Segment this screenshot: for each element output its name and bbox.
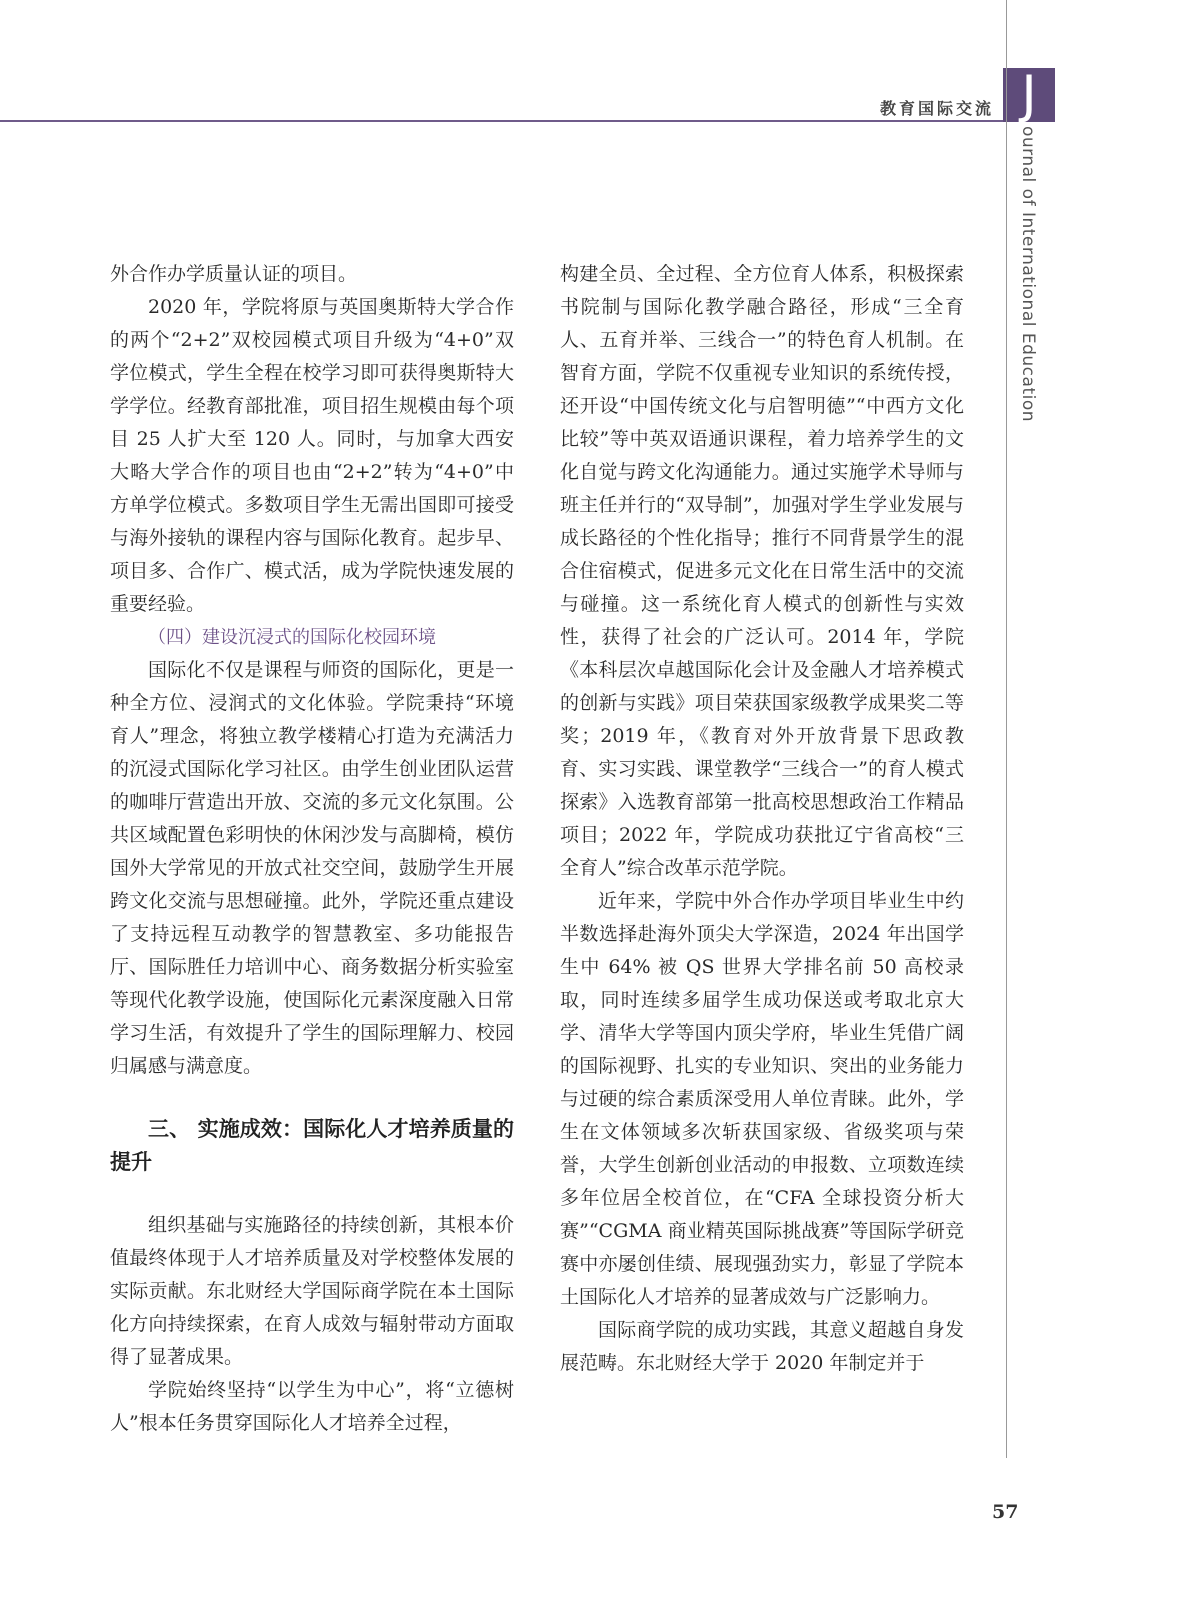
subsection-heading: （四）建设沉浸式的国际化校园环境 [148,627,436,648]
journal-logo: J [1003,68,1055,122]
paragraph: 国际商学院的成功实践，其意义超越自身发展范畴。东北财经大学于 2020 年制定并于 [560,1319,964,1374]
paragraph: 组织基础与实施路径的持续创新，其根本价值最终体现于人才培养质量及对学校整体发展的实际贡献。东北财经大学国际商学院在本土国际化方向持续探索，在育人成效与辐射带动方面取得了显著成果。 [110,1214,514,1368]
section-heading: 三、 实施成效：国际化人才培养质量的提升 [110,1117,514,1174]
paragraph: 构建全员、全过程、全方位育人体系，积极探索书院制与国际化教学融合路径，形成“三全育人、五育并举、三线合一”的特色育人机制。在智育方面，学院不仅重视专业知识的系统传授，还开设“中国传统文化与启智明德”“中西方文化比较”等中英双语通识课程，着力培养学生的文化自觉与跨文化沟通能力。通过实施学术导师与班主任并行的“双导制”，加强对学生学业发展与成长路径的个性化指导；推行不同背景学生的混合住宿模式，促进多元文化在日常生活中的交流与碰撞。这一系统化育人模式的创新性与实效性，获得了社会的广泛认可。2014 年，学院《本科层次卓越国际化会计及金融人才培养模式的创新与实践》项目荣获国家级教学成果奖二等奖；2019 年，《教育对外开放背景下思政教育、实习实践、课堂教学“三线合一”的育人模式探索》入选教育部第一批高校思想政治工作精品项目；2022 年，学院成功获批辽宁省高校“三全育人”综合改革示范学院。 [560,263,964,879]
left-column [110,258,514,1440]
paragraph: 外合作办学质量认证的项目。 [110,263,358,285]
right-column [560,258,964,1380]
paragraph: 2020 年，学院将原与英国奥斯特大学合作的两个“2+2”双校园模式项目升级为“4+0”双学位模式，学生全程在校学习即可获得奥斯特大学学位。经教育部批准，项目招生规模由每个项目 25 人扩大至 120 人。同时，与加拿大西安大略大学合作的项目也由“2+2”转为“4+0”中方单学位模式。多数项目学生无需出国即可接受与海外接轨的课程内容与国际化教育。起步早、项目多、合作广、模式活，成为学院快速发展的重要经验。 [110,296,514,615]
paragraph: 近年来，学院中外合作办学项目毕业生中约半数选择赴海外顶尖大学深造，2024 年出国学生中 64% 被 QS 世界大学排名前 50 高校录取，同时连续多届学生成功保送或考取北京大学、清华大学等国内顶尖学府，毕业生凭借广阔的国际视野、扎实的专业知识、突出的业务能力与过硬的综合素质深受用人单位青睐。此外，学生在文体领域多次斩获国家级、省级奖项与荣誉，大学生创新创业活动的申报数、立项数连续多年位居全校首位，在“CFA 全球投资分析大赛”“CGMA 商业精英国际挑战赛”等国际学研竞赛中亦屡创佳绩、展现强劲实力，彰显了学院本土国际化人才培养的显著成效与广泛影响力。 [560,890,964,1308]
paragraph: 学院始终坚持“以学生为中心”，将“立德树人”根本任务贯穿国际化人才培养全过程， [110,1379,514,1434]
running-header-title: 教育国际交流 [880,99,995,118]
page-number: 57 [992,1501,1019,1523]
header-rule [0,120,1055,122]
side-rule [1006,0,1007,1458]
journal-name-vertical: ournal of International Education [1018,126,1038,423]
paragraph: 国际化不仅是课程与师资的国际化，更是一种全方位、浸润式的文化体验。学院秉持“环境育人”理念，将独立教学楼精心打造为充满活力的沉浸式国际化学习社区。由学生创业团队运营的咖啡厅营造出开放、交流的多元文化氛围。公共区域配置色彩明快的休闲沙发与高脚椅，模仿国外大学常见的开放式社交空间，鼓励学生开展跨文化交流与思想碰撞。此外，学院还重点建设了支持远程互动教学的智慧教室、多功能报告厅、国际胜任力培训中心、商务数据分析实验室等现代化教学设施，使国际化元素深度融入日常学习生活，有效提升了学生的国际理解力、校园归属感与满意度。 [110,659,514,1077]
